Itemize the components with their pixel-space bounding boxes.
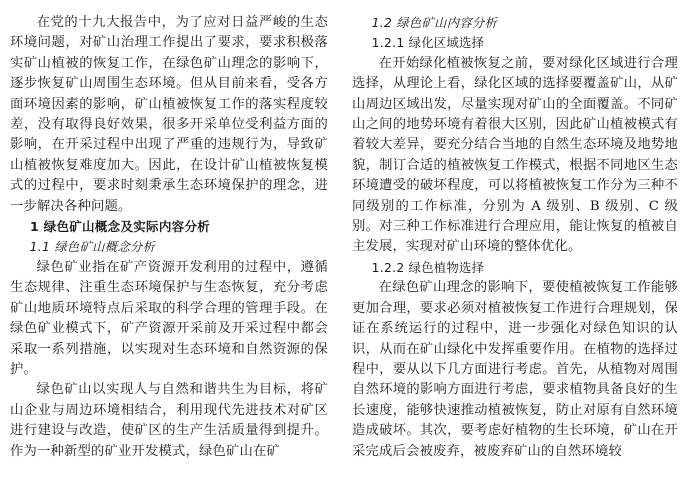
left-column [10,13,328,462]
section-1-1-paragraph-2: 绿色矿山以实现人与自然和谐共生为目标，将矿山企业与周边环境相结合，利用现代先进技术对矿区进行建设与改造，使矿区的生产生活质量得到提升。作为一种新型的矿业开发模式，绿色矿山在矿 [10,382,328,459]
section-1-2-2-heading: 1.2.2 绿色植物选择 [371,260,485,275]
section-1-1-heading: 1.1 绿色矿山概念分析 [29,240,156,255]
right-column [352,13,678,462]
section-1-2-1-heading: 1.2.1 绿化区域选择 [371,36,485,51]
intro-paragraph: 在党的十九大报告中，为了应对日益严峻的生态环境问题，对矿山治理工作提出了要求，要求积极落实矿山植被的恢复工作，在绿色矿山理念的影响下，逐步恢复矿山周围生态环境。但从目前来看，受各方面环境因素的影响，矿山植被恢复工作的落实程度较差，没有取得良好效果，很多开采单位受利益方面的影响，在开采过程中出现了严重的违规行为，导致矿山植被恢复难度加大。因此，在设计矿山植被恢复模式的过程中，要求时刻秉承生态环境保护的理念，进一步解决各种问题。 [10,15,328,214]
section-1-2-1-paragraph: 在开始绿化植被恢复之前，要对绿化区域进行合理选择，从理论上看，绿化区域的选择要覆盖矿山，从矿山周边区域出发，尽量实现对矿山的全面覆盖。不同矿山之间的地势环境有着很大区别，因此矿山植被模式有着较大差异，要充分结合当地的自然生态环境及地势地貌，制订合适的植被恢复工作模式，根据不同地区生态环境遭受的破坏程度，可以将植被恢复工作分为三种不同级别的工作标准，分别为 A 级别、B 级别、C 级别。对三种工作标准进行合理应用，能让恢复的植被自主发展，实现对矿山环境的整体优化。 [352,55,678,255]
section-1-2-2-paragraph: 在绿色矿山理念的影响下，要使植被恢复工作能够更加合理，要求必须对植被恢复工作进行合理规划，保证在系统运行的过程中，进一步强化对绿色知识的认识，从而在矿山绿化中发挥重要作用。在植物的选择过程中，要从以下几方面进行考虑。首先，从植物对周围自然环境的影响方面进行考虑，要求植物具备良好的生长速度，能够快速推动植被恢复，防止对原有自然环境造成破坏。其次，要考虑好植物的生长环境，矿山在开采完成后会被废弃，被废弃矿山的自然环境较 [352,280,678,459]
section-1-heading: 1 绿色矿山概念及实际内容分析 [30,219,211,235]
section-1-1-paragraph-1: 绿色矿业指在矿产资源开发利用的过程中，遵循生态规律、注重生态环境保护与生态恢复，充分考虑矿山地质环境特点后采取的科学合理的管理手段。在绿色矿业模式下，矿产资源开采前及开采过程中都会采取一系列措施，以实现对生态环境和自然资源的保护。 [10,259,328,377]
section-1-2-heading: 1.2 绿色矿山内容分析 [371,16,498,30]
